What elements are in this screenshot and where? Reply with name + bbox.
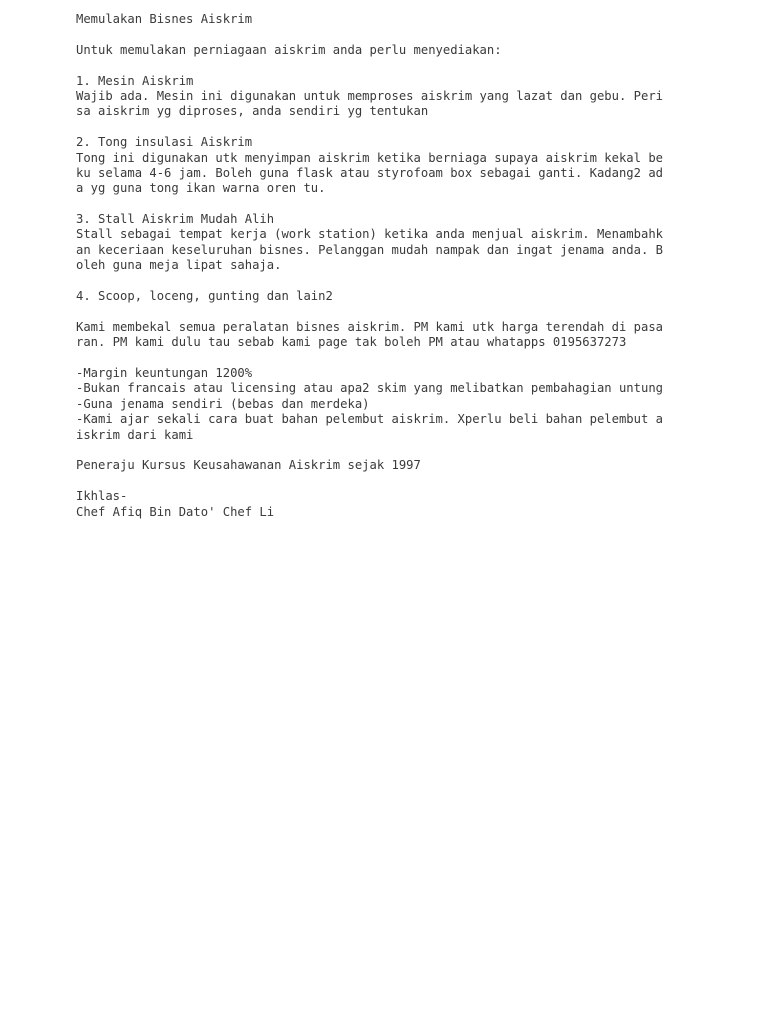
benefit-item: iskrim dari kami — [76, 427, 194, 442]
supply-text: Kami membekal semua peralatan bisnes aiskrim. PM kami utk harga terendah di pasa — [76, 319, 663, 334]
blank-line — [76, 58, 696, 73]
item-4-heading: 4. Scoop, loceng, gunting dan lain2 — [76, 289, 333, 304]
signoff: Ikhlas- — [76, 489, 128, 504]
item-3-text: oleh guna meja lipat sahaja. — [76, 258, 282, 273]
blank-line — [76, 474, 696, 489]
document-title: Memulakan Bisnes Aiskrim — [76, 12, 253, 26]
blank-line — [76, 27, 696, 42]
blank-line — [76, 443, 696, 458]
item-1-text: Wajib ada. Mesin ini digunakan untuk memproses aiskrim yang lazat dan gebu. Peri — [76, 88, 663, 103]
signature-name: Chef Afiq Bin Dato' Chef Li — [76, 504, 275, 519]
blank-line — [76, 351, 696, 366]
item-1-heading: 1. Mesin Aiskrim — [76, 73, 194, 88]
item-2-text: ku selama 4-6 jam. Boleh guna flask atau styrofoam box sebagai ganti. Kadang2 ad — [76, 165, 663, 180]
item-2-text: a yg guna tong ikan warna oren tu. — [76, 181, 326, 196]
item-1-text: sa aiskrim yg diproses, anda sendiri yg tentukan — [76, 104, 429, 119]
benefit-item: -Guna jenama sendiri (bebas dan merdeka) — [76, 396, 370, 411]
benefit-item: -Bukan francais atau licensing atau apa2 skim yang melibatkan pembahagian untung — [76, 381, 663, 396]
blank-line — [76, 120, 696, 135]
item-2-text: Tong ini digunakan utk menyimpan aiskrim ketika berniaga supaya aiskrim kekal be — [76, 150, 663, 165]
tagline: Peneraju Kursus Keusahawanan Aiskrim sejak 1997 — [76, 458, 421, 473]
benefit-item: -Kami ajar sekali cara buat bahan pelembut aiskrim. Xperlu beli bahan pelembut a — [76, 412, 663, 427]
document-text — [76, 12, 696, 520]
item-2-heading: 2. Tong insulasi Aiskrim — [76, 135, 253, 150]
intro-line: Untuk memulakan perniagaan aiskrim anda perlu menyediakan: — [76, 42, 502, 57]
blank-line — [76, 304, 696, 319]
blank-line — [76, 197, 696, 212]
supply-text: ran. PM kami dulu tau sebab kami page tak boleh PM atau whatapps 0195637273 — [76, 335, 627, 350]
benefit-item: -Margin keuntungan 1200% — [76, 365, 253, 380]
item-3-heading: 3. Stall Aiskrim Mudah Alih — [76, 212, 275, 227]
item-3-text: Stall sebagai tempat kerja (work station) ketika anda menjual aiskrim. Menambahk — [76, 227, 663, 242]
blank-line — [76, 274, 696, 289]
item-3-text: an keceriaan keseluruhan bisnes. Pelanggan mudah nampak dan ingat jenama anda. B — [76, 242, 663, 257]
